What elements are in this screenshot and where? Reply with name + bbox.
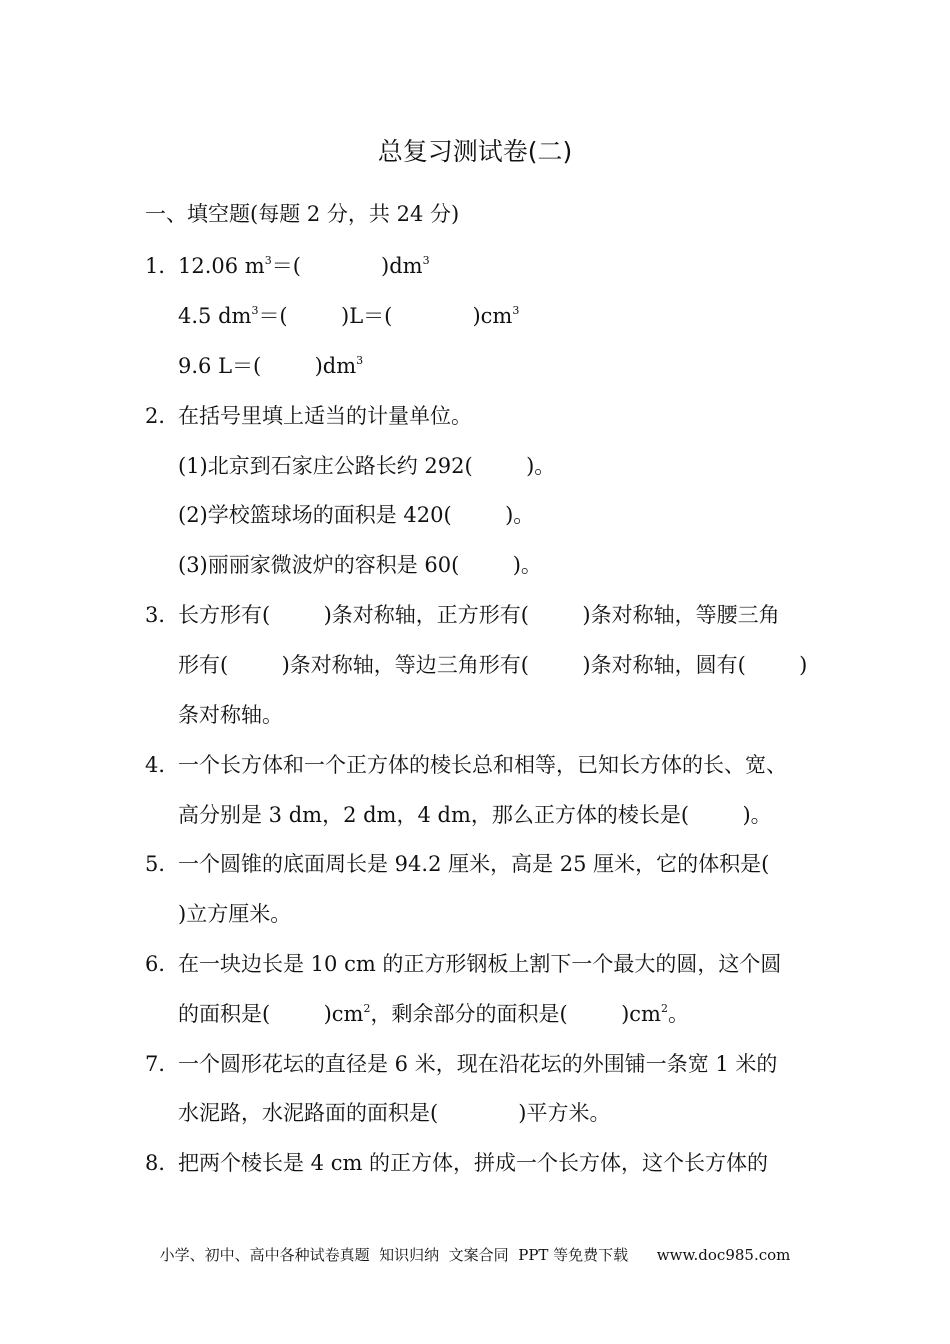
question-2-sub-1: (1)北京到石家庄公路长约 292( )。 bbox=[178, 454, 556, 478]
q1-line1-a: 12.06 m bbox=[178, 254, 265, 278]
q6-line2-c: 。 bbox=[667, 1002, 689, 1026]
superscript: 3 bbox=[356, 354, 364, 367]
q1-line2-b: ＝( )L＝( )cm bbox=[258, 304, 513, 328]
question-number: 2． bbox=[145, 404, 180, 428]
question-2-sub-3: (3)丽丽家微波炉的容积是 60( )。 bbox=[178, 553, 542, 577]
q6-line2-a: 的面积是( )cm bbox=[178, 1002, 364, 1026]
superscript: 3 bbox=[422, 254, 430, 267]
section-header: 一、填空题(每题 2 分，共 24 分) bbox=[145, 202, 460, 226]
question-7-line-2: 水泥路，水泥路面的面积是( )平方米。 bbox=[178, 1101, 611, 1125]
page-footer: 小学、初中、高中各种试卷真题 知识归纳 文案合同 PPT 等免费下载 www.doc985.com bbox=[159, 1246, 791, 1264]
question-4-line-1 bbox=[145, 750, 787, 780]
q1-line2-a: 4.5 dm bbox=[178, 304, 252, 328]
question-number: 3． bbox=[145, 603, 180, 627]
superscript: 3 bbox=[512, 304, 520, 317]
question-4-line-2: 高分别是 3 dm，2 dm，4 dm，那么正方体的棱长是( )。 bbox=[178, 803, 772, 827]
question-number: 5． bbox=[145, 852, 180, 876]
question-7-line-1 bbox=[145, 1049, 777, 1079]
question-3-line-2: 形有( )条对称轴，等边三角形有( )条对称轴，圆有( ) bbox=[178, 653, 808, 677]
q6-line2-b: ，剩余部分的面积是( )cm bbox=[370, 1002, 661, 1026]
superscript: 2 bbox=[363, 1002, 371, 1015]
superscript: 3 bbox=[264, 254, 272, 267]
question-8-line-1 bbox=[145, 1148, 768, 1178]
question-2-sub-2: (2)学校篮球场的面积是 420( )。 bbox=[178, 503, 535, 527]
question-1-line-1 bbox=[145, 251, 430, 281]
q7-line1: 一个圆形花坛的直径是 6 米，现在沿花坛的外围铺一条宽 1 米的 bbox=[178, 1052, 778, 1076]
q3-line1: 长方形有( )条对称轴，正方形有( )条对称轴，等腰三角 bbox=[178, 603, 780, 627]
question-5-line-1 bbox=[145, 849, 769, 879]
q1-line3-a: 9.6 L＝( )dm bbox=[178, 354, 357, 378]
question-number: 4． bbox=[145, 753, 180, 777]
page-title: 总复习测试卷(二) bbox=[377, 137, 573, 166]
superscript: 3 bbox=[251, 304, 259, 317]
question-6-line-1 bbox=[145, 949, 781, 979]
question-number: 7． bbox=[145, 1052, 180, 1076]
question-2 bbox=[145, 401, 472, 431]
question-5-line-2: )立方厘米。 bbox=[178, 902, 292, 926]
question-1-line-3 bbox=[178, 351, 363, 381]
q4-line1: 一个长方体和一个正方体的棱长总和相等，已知长方体的长、宽、 bbox=[178, 753, 787, 777]
question-3-line-1 bbox=[145, 600, 780, 630]
superscript: 2 bbox=[660, 1002, 668, 1015]
question-number: 6． bbox=[145, 952, 180, 976]
q8-line1: 把两个棱长是 4 cm 的正方体，拼成一个长方体，这个长方体的 bbox=[178, 1151, 769, 1175]
question-number: 1． bbox=[145, 254, 180, 278]
q1-line1-b: ＝( )dm bbox=[271, 254, 423, 278]
question-number: 8． bbox=[145, 1151, 180, 1175]
question-1-line-2 bbox=[178, 301, 519, 331]
question-6-line-2 bbox=[178, 999, 689, 1029]
question-3-line-3: 条对称轴。 bbox=[178, 703, 283, 727]
q6-line1: 在一块边长是 10 cm 的正方形钢板上割下一个最大的圆，这个圆 bbox=[178, 952, 782, 976]
q2-text: 在括号里填上适当的计量单位。 bbox=[178, 404, 472, 428]
q5-line1: 一个圆锥的底面周长是 94.2 厘米，高是 25 厘米，它的体积是( bbox=[178, 852, 770, 876]
